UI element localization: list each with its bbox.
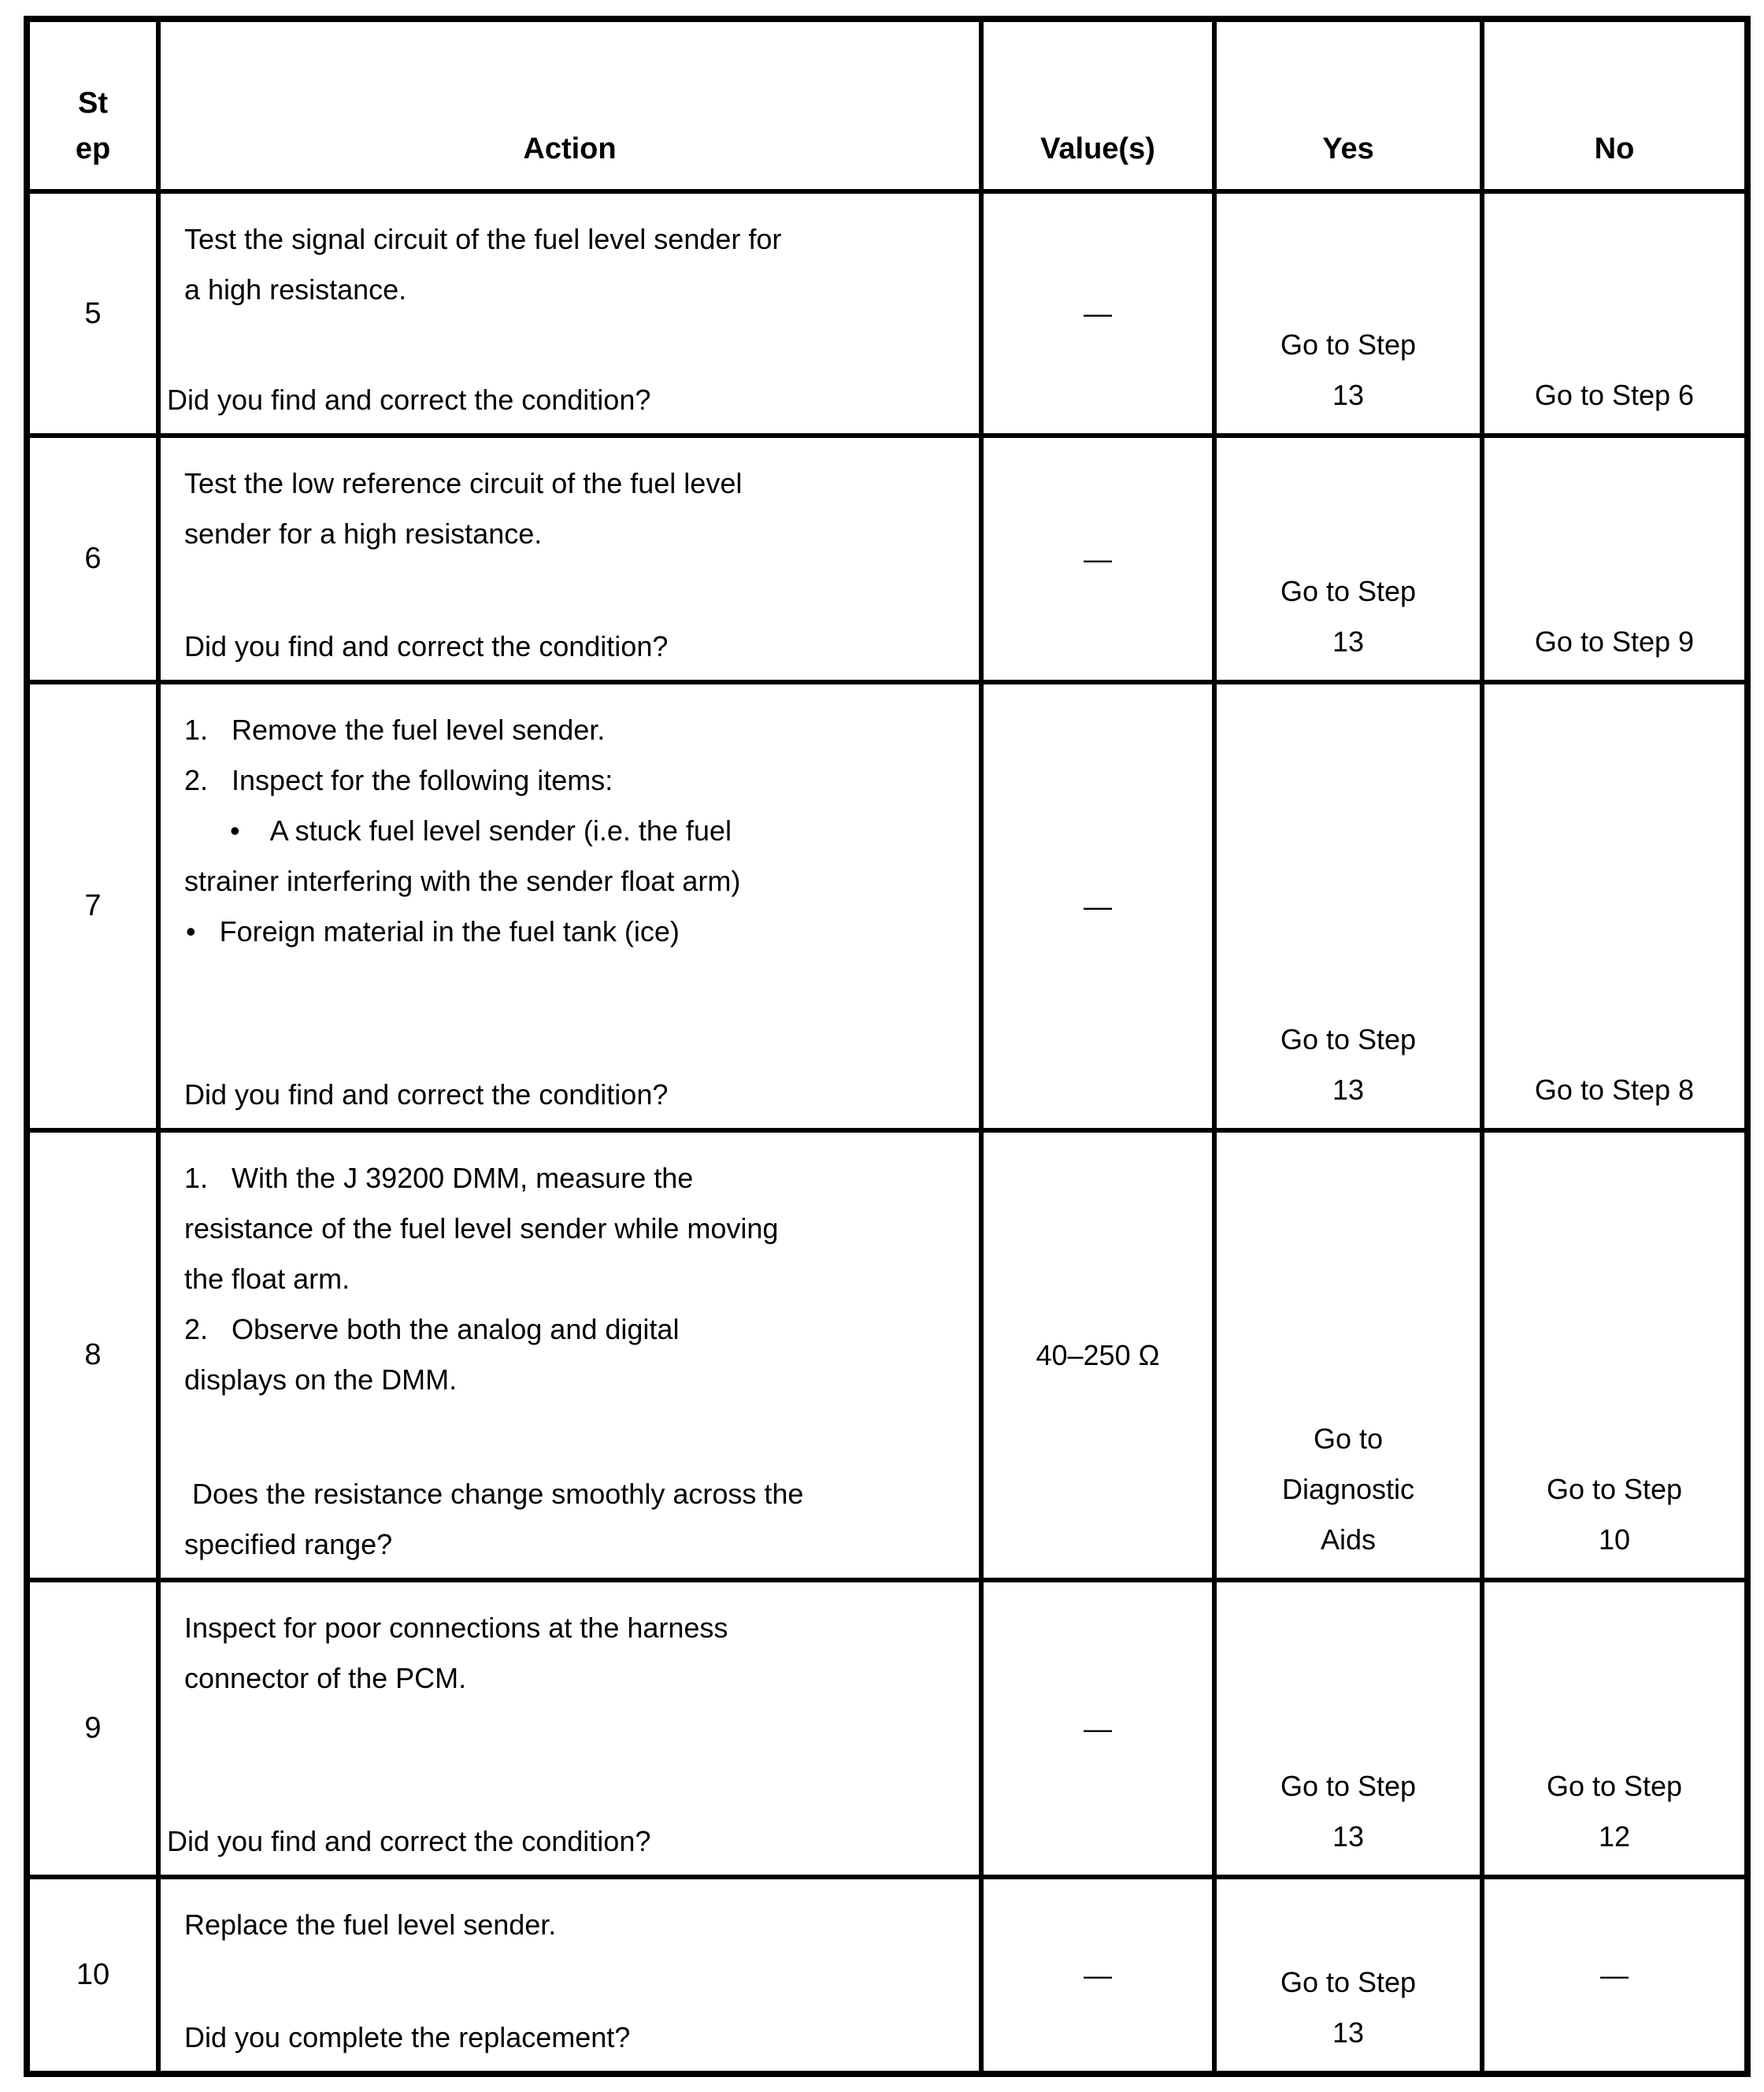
value-cell: [984, 1582, 1217, 1875]
action-line: strainer interfering with the sender float arm): [184, 865, 741, 897]
action-line: Replace the fuel level sender.: [184, 1908, 557, 1941]
yes-line: Go to: [1313, 1422, 1384, 1455]
action-cell: [161, 438, 984, 680]
no-cell: [1484, 1582, 1744, 1875]
table-row: [30, 684, 1744, 1133]
no-cell: [1484, 438, 1744, 680]
no-line: —: [1600, 1958, 1629, 1991]
no-line: Go to Step 9: [1534, 625, 1695, 658]
value-cell: [984, 1133, 1217, 1578]
no-line: Go to Step 6: [1534, 379, 1695, 411]
action-line: 2. Observe both the analog and digital: [184, 1313, 680, 1345]
step-cell: [30, 1879, 161, 2071]
step-number: 6: [84, 542, 102, 575]
step-cell: [30, 684, 161, 1128]
step-number: 5: [84, 296, 102, 330]
question-line: Did you complete the replacement?: [184, 2021, 631, 2053]
value-text: —: [1084, 1712, 1112, 1745]
action-cell: [161, 1582, 984, 1875]
action-line: 1. Remove the fuel level sender.: [184, 714, 606, 746]
no-line: 10: [1598, 1523, 1631, 1556]
action-line: Inspect for poor connections at the harness: [184, 1612, 728, 1644]
action-cell: [161, 684, 984, 1128]
value-cell: [984, 438, 1217, 680]
value-text: 40–250 Ω: [1036, 1338, 1160, 1371]
action-question: [161, 1469, 979, 1570]
action-line: 2. Inspect for the following items:: [184, 764, 613, 796]
action-question: [161, 2012, 979, 2063]
yes-line: Go to Step: [1280, 1023, 1417, 1055]
step-number: 10: [76, 1958, 110, 1991]
step-number: 8: [84, 1338, 102, 1371]
yes-line: 13: [1332, 625, 1365, 658]
value-text: —: [1084, 1958, 1112, 1991]
header-values: Value(s): [984, 22, 1217, 189]
step-number: 9: [84, 1712, 102, 1745]
question-line: Did you find and correct the condition?: [184, 630, 669, 662]
header-step: [30, 22, 161, 189]
action-question: [161, 1070, 979, 1120]
step-number: 7: [84, 889, 102, 922]
table-row: [30, 1582, 1744, 1879]
action-line: 1. With the J 39200 DMM, measure the: [184, 1162, 694, 1194]
yes-line: Aids: [1320, 1523, 1377, 1556]
question-line: Did you find and correct the condition?: [167, 1825, 651, 1857]
no-line: Go to Step: [1546, 1473, 1683, 1505]
value-cell: [984, 1879, 1217, 2071]
table-row: [30, 438, 1744, 684]
action-line: a high resistance.: [184, 273, 407, 306]
yes-line: 13: [1332, 1074, 1365, 1106]
question-line: specified range?: [184, 1528, 393, 1560]
yes-line: 13: [1332, 379, 1365, 411]
header-step-line2: ep: [75, 132, 111, 165]
step-cell: [30, 194, 161, 433]
action-line: • A stuck fuel level sender (i.e. the fuel: [230, 814, 732, 847]
header-no: No: [1594, 132, 1635, 165]
action-line: the float arm.: [184, 1263, 350, 1295]
yes-cell: [1217, 684, 1484, 1128]
value-text: —: [1084, 889, 1112, 922]
action-question: [161, 375, 979, 425]
yes-line: Go to Step: [1280, 328, 1417, 361]
header-row: [30, 22, 1744, 194]
value-text: —: [1084, 297, 1112, 329]
action-line: sender for a high resistance.: [184, 517, 543, 550]
header-yes: Yes: [1217, 22, 1484, 189]
step-cell: [30, 1582, 161, 1875]
question-line: Did you find and correct the condition?: [167, 384, 651, 416]
no-line: Go to Step: [1546, 1770, 1683, 1802]
yes-line: 13: [1332, 2016, 1365, 2049]
action-line: Test the signal circuit of the fuel level sender for: [184, 223, 782, 255]
yes-cell: [1217, 194, 1484, 433]
header-step-line1: St: [78, 87, 108, 120]
no-line: 12: [1598, 1820, 1631, 1853]
step-cell: [30, 438, 161, 680]
action-line: connector of the PCM.: [184, 1662, 467, 1694]
table-row: [30, 194, 1744, 438]
yes-cell: [1217, 1582, 1484, 1875]
yes-cell: [1217, 1133, 1484, 1578]
no-cell: [1484, 194, 1744, 433]
no-cell: [1484, 684, 1744, 1128]
table-body: [30, 194, 1744, 2071]
action-line: Test the low reference circuit of the fuel level: [184, 467, 743, 499]
action-cell: [161, 1879, 984, 2071]
value-text: —: [1084, 542, 1112, 575]
no-cell: [1484, 1133, 1744, 1578]
diagnostic-table: [24, 16, 1751, 2077]
table-row: [30, 1133, 1744, 1582]
value-cell: [984, 194, 1217, 433]
step-cell: [30, 1133, 161, 1578]
yes-cell: [1217, 1879, 1484, 2071]
action-question: [161, 1816, 979, 1867]
action-question: [161, 621, 979, 672]
yes-cell: [1217, 438, 1484, 680]
yes-line: Go to Step: [1280, 575, 1417, 607]
question-line: Did you find and correct the condition?: [184, 1078, 669, 1111]
action-line: resistance of the fuel level sender while moving: [184, 1212, 779, 1244]
action-cell: [161, 194, 984, 433]
no-line: Go to Step 8: [1534, 1074, 1695, 1106]
header-action: Action: [161, 22, 984, 189]
no-cell: [1484, 1879, 1744, 2071]
table-row: [30, 1879, 1744, 2071]
action-cell: [161, 1133, 984, 1578]
yes-line: Go to Step: [1280, 1966, 1417, 1998]
yes-line: Diagnostic: [1281, 1473, 1415, 1505]
value-cell: [984, 684, 1217, 1128]
yes-line: 13: [1332, 1820, 1365, 1853]
action-line: • Foreign material in the fuel tank (ice): [186, 915, 680, 948]
question-line: Does the resistance change smoothly across the: [184, 1478, 804, 1510]
yes-line: Go to Step: [1280, 1770, 1417, 1802]
action-line: displays on the DMM.: [184, 1363, 458, 1396]
